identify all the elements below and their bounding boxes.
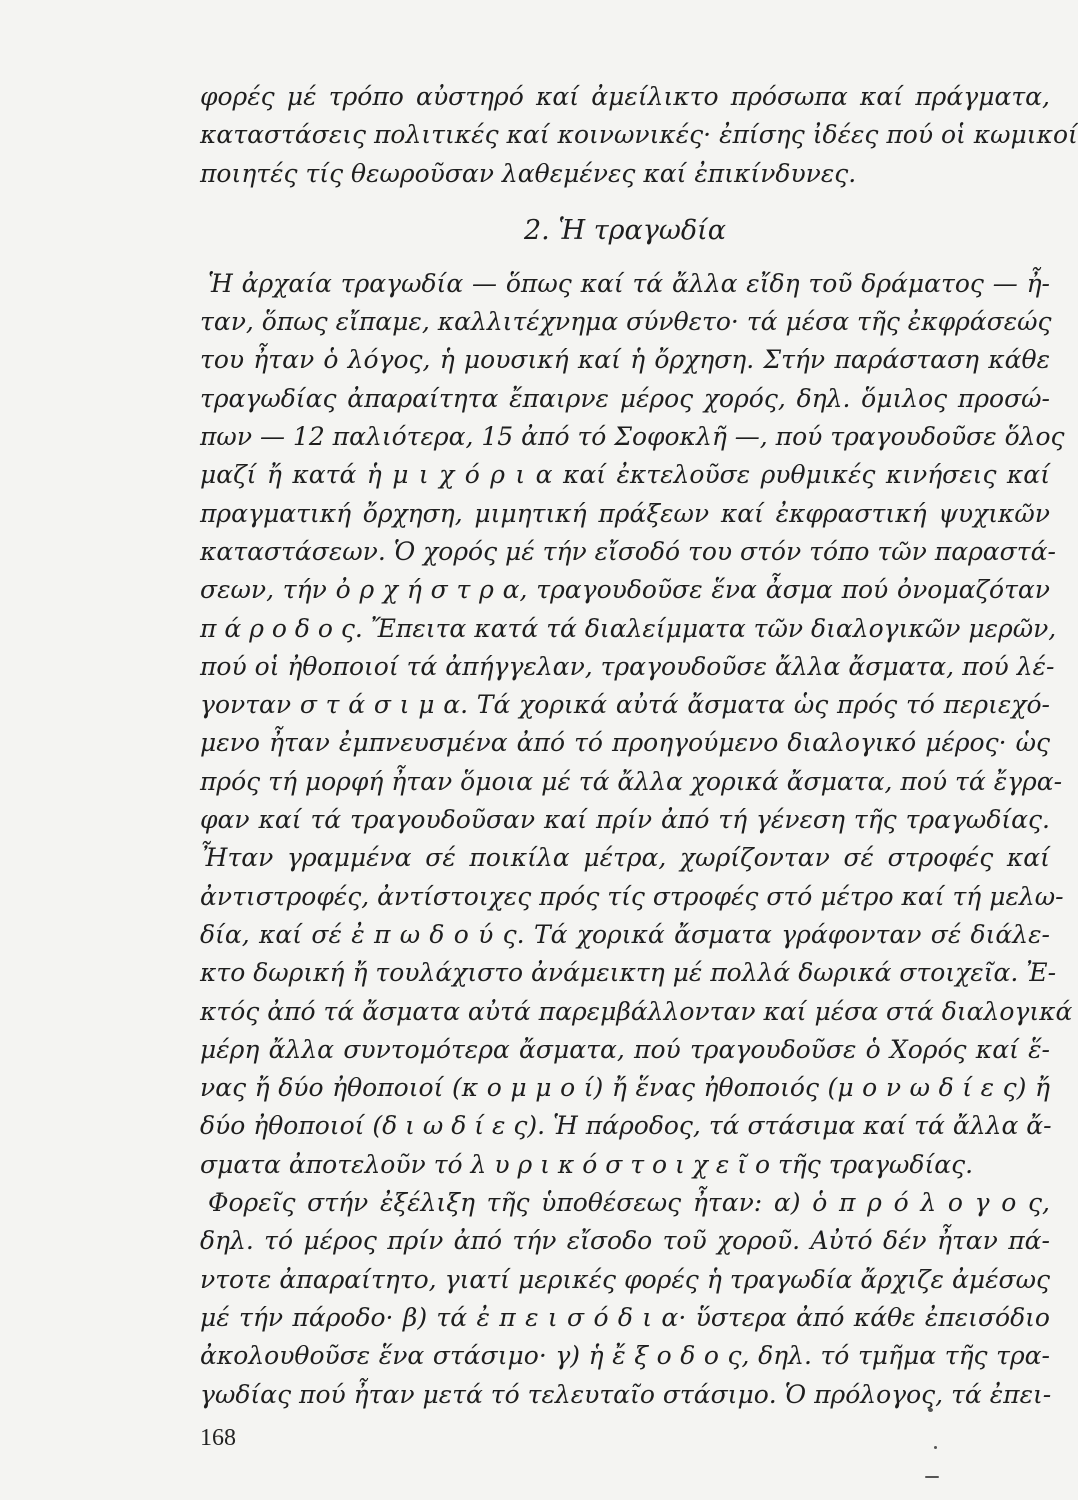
text-line: γονταν σ τ ά σ ι μ α. Τά χορικά αὐτά ἄσματα ὡς πρός τό περιεχό- [200, 690, 1050, 720]
text-line: ντοτε ἀπαραίτητο, γιατί μερικές φορές ἡ τραγωδία ἄρχιζε ἀμέσως [200, 1264, 1050, 1294]
text-line: καταστάσεις πολιτικές καί κοινωνικές· ἐπίσης ἰδέες πού οἱ κωμικοί [200, 120, 1078, 150]
text-line: πρός τή μορφή ἦταν ὅμοια μέ τά ἄλλα χορικά ἄσματα, πού τά ἔγρα- [200, 766, 1063, 796]
text-line: κτός ἀπό τά ἄσματα αὐτά παρεμβάλλονταν καί μέσα στά διαλογικά [200, 996, 1073, 1026]
text-line: ποιητές τίς θεωροῦσαν λαθεμένες καί ἐπικίνδυνες. [200, 158, 857, 188]
body-text [200, 78, 1078, 1414]
text-line: δία, καί σέ ἐ π ω δ ο ύ ς. Τά χορικά ἄσματα γράφονταν σέ διάλε- [200, 919, 1050, 949]
text-line: πραγματική ὄρχηση, μιμητική πράξεων καί ἐκφραστική ψυχικῶν [200, 498, 1050, 528]
text-line: Ἦταν γραμμένα σέ ποικίλα μέτρα, χωρίζονταν σέ στροφές καί [200, 843, 1050, 873]
text-line: σεων, τήν ὀ ρ χ ή σ τ ρ α, τραγουδοῦσε ἕνα ἆσμα πού ὀνομαζόταν [200, 575, 1050, 605]
text-line: δύο ἠθοποιοί (δ ι ω δ ί ε ς). Ἡ πάροδος, τά στάσιμα καί τά ἄλλα ἄ- [200, 1111, 1052, 1141]
text-line: πού οἱ ἠθοποιοί τά ἀπήγγελαν, τραγουδοῦσε ἄλλα ἄσματα, πού λέ- [200, 651, 1055, 681]
text-line: μαζί ἤ κατά ἡ μ ι χ ό ρ ι α καί ἐκτελοῦσε ρυθμικές κινήσεις καί [200, 460, 1050, 490]
section-heading: 2. Ἡ τραγωδία [524, 214, 726, 246]
text-line: κτο δωρική ἤ τουλάχιστο ἀνάμεικτη μέ πολλά δωρικά στοιχεῖα. Ἐ- [200, 958, 1057, 988]
text-line: δηλ. τό μέρος πρίν ἀπό τήν εἴσοδο τοῦ χοροῦ. Αὐτό δέν ἦταν πά- [200, 1226, 1050, 1256]
text-line: πων — 12 παλιότερα, 15 ἀπό τό Σοφοκλῆ —, πού τραγουδοῦσε ὅλος [200, 422, 1065, 452]
text-line: μενο ἦταν ἐμπνευσμένα ἀπό τό προηγούμενο διαλογικό μέρος· ὡς [200, 728, 1050, 758]
text-line: μέ τήν πάροδο· β) τά ἐ π ε ι σ ό δ ι α· ὕστερα ἀπό κάθε ἐπεισόδιο [200, 1302, 1050, 1332]
text-line: φαν καί τά τραγουδοῦσαν καί πρίν ἀπό τή γένεση τῆς τραγωδίας. [200, 805, 1050, 835]
text-line: ἀκολουθοῦσε ἕνα στάσιμο· γ) ἡ ἔ ξ ο δ ο ς, δηλ. τό τμῆμα τῆς τρα- [200, 1341, 1050, 1371]
text-line: γωδίας πού ἦταν μετά τό τελευταῖο στάσιμο. Ὁ πρόλογος, τά ἐπει- [200, 1379, 1052, 1409]
text-line: Ἡ ἀρχαία τραγωδία — ὅπως καί τά ἄλλα εἴδη τοῦ δράματος — ἦ- [208, 268, 1050, 298]
text-line: καταστάσεων. Ὁ χορός μέ τήν εἴσοδό του στόν τόπο τῶν παραστά- [200, 536, 1056, 566]
text-line: μέρη ἄλλα συντομότερα ἄσματα, πού τραγουδοῦσε ὁ Χορός καί ἕ- [200, 1034, 1050, 1064]
text-line: φορές μέ τρόπο αὐστηρό καί ἀμείλικτο πρόσωπα καί πράγματα, [200, 82, 1050, 111]
text-line: Φορεῖς στήν ἐξέλιξη τῆς ὑποθέσεως ἦταν: α) ὁ π ρ ό λ ο γ ο ς, [208, 1188, 1050, 1218]
text-line: π ά ρ ο δ ο ς. Ἔπειτα κατά τά διαλείμματα τῶν διαλογικῶν μερῶν, [200, 613, 1057, 643]
text-line: νας ἤ δύο ἠθοποιοί (κ ο μ μ ο ί) ἤ ἕνας ἠθοποιός (μ ο ν ω δ ί ε ς) ἤ [200, 1073, 1050, 1103]
text-line: ἀντιστροφές, ἀντίστοιχες πρός τίς στροφές στό μέτρο καί τή μελω- [200, 881, 1064, 911]
ink-speck [925, 1476, 939, 1478]
text-line: τραγωδίας ἀπαραίτητα ἔπαιρνε μέρος χορός, δηλ. ὅμιλος προσώ- [200, 383, 1050, 413]
text-line: του ἦταν ὁ λόγος, ἡ μουσική καί ἡ ὄρχηση. Στήν παράσταση κάθε [200, 345, 1050, 375]
page-number: 168 [200, 1425, 236, 1451]
text-line: σματα ἀποτελοῦν τό λ υ ρ ι κ ό σ τ ο ι χ ε ῖ ο τῆς τραγωδίας. [200, 1149, 974, 1179]
text-line: ταν, ὅπως εἴπαμε, καλλιτέχνημα σύνθετο· τά μέσα τῆς ἐκφράσεώς [200, 307, 1052, 337]
ink-speck [928, 1408, 933, 1412]
ink-speck [934, 1446, 937, 1449]
